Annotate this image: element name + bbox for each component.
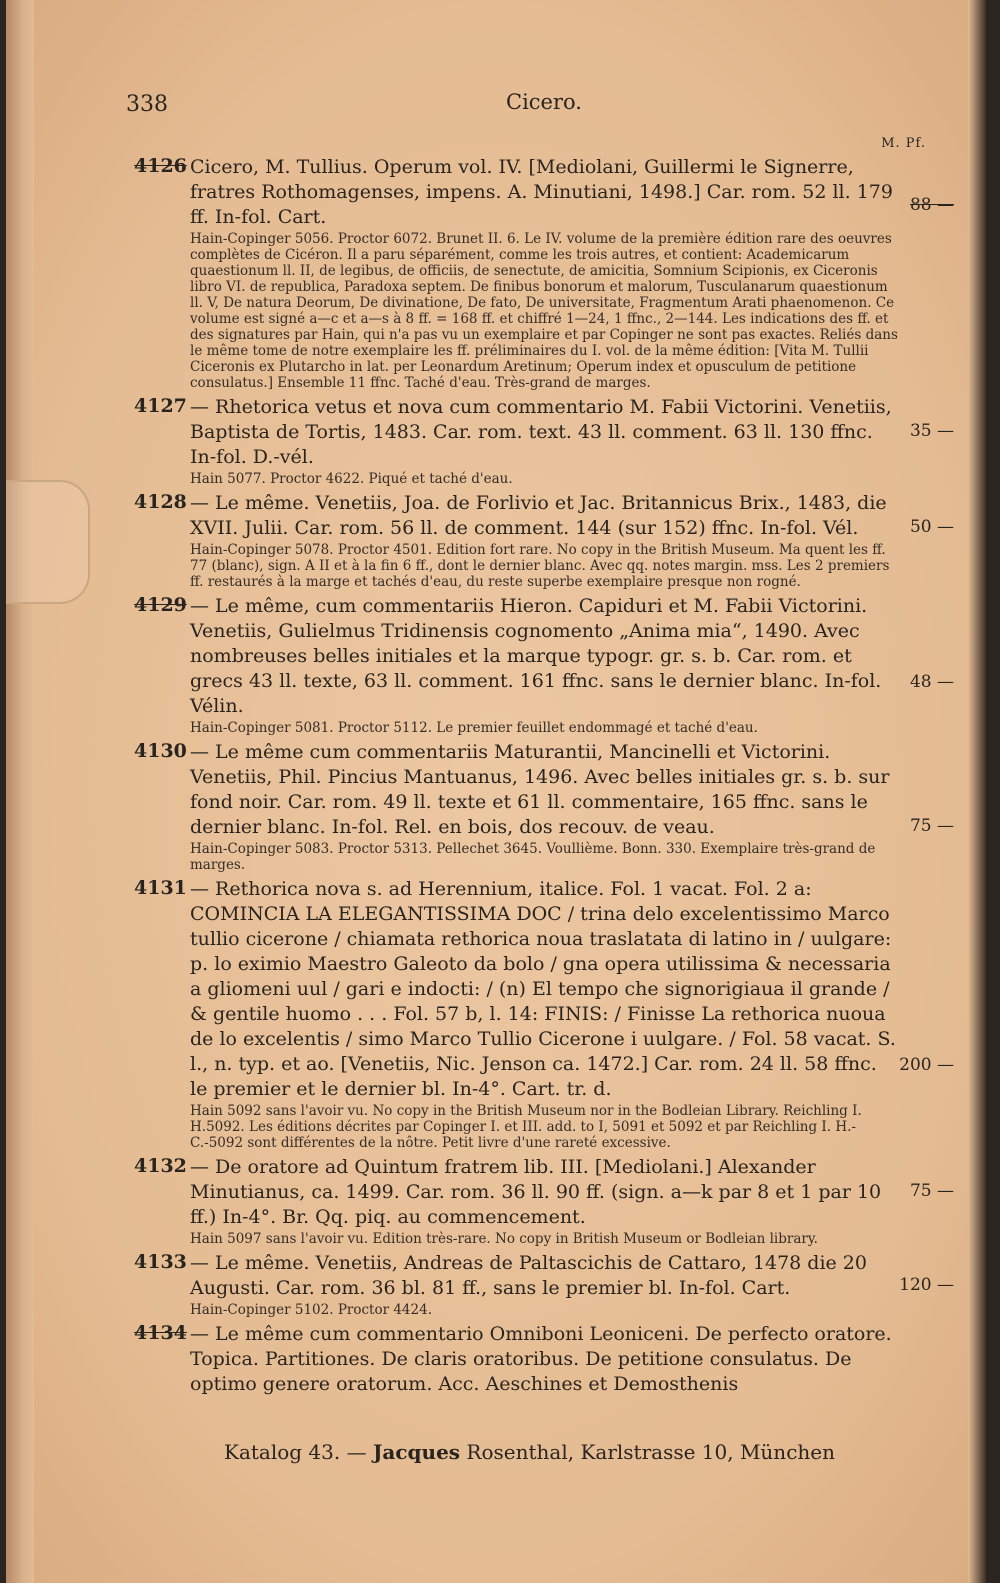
entry-text: Cicero, M. Tullius. Operum vol. IV. [Mediolani, Guillermi le Signerre, fratres Rothomagenses, impens. A. Minutiani, 1498.] Car. rom. 52 ll. 179 ff. In-fol. Cart. [190,156,893,228]
entry-number: 4133 [134,1251,187,1273]
entry-price: 35 — [909,421,954,441]
entry-number: 4130 [134,740,187,762]
catalog-entry [134,155,954,391]
catalog-label: Katalog 43. — [224,1440,367,1464]
running-title: Cicero. [506,90,582,114]
entry-price: 200 — [899,1055,954,1075]
entry-list [134,155,954,1401]
entry-number: 4129 [134,594,187,616]
entry-number: 4127 [134,395,187,417]
entry-number: 4134 [134,1322,187,1344]
entry-text: — Le même. Venetiis, Joa. de Forlivio et Jac. Britannicus Brix., 1483, die XVII. Julii. Car. rom. 56 ll. de comment. 144 (sur 152) ffnc. In-fol. Vél. [190,492,887,539]
catalog-entry [134,395,954,487]
page-header [126,90,926,151]
entry-text: — De oratore ad Quintum fratrem lib. III. [Mediolani.] Alexander Minutianus, ca. 1499. Car. rom. 36 ll. 90 ff. (sign. a—k par 8 et 1 par 10 ff.) In-4°. Br. Qq. piq. au commencement. [190,1156,882,1228]
dealer-address: Rosenthal, Karlstrasse 10, München [466,1440,835,1464]
entry-note: Hain-Copinger 5078. Proctor 4501. Edition fort rare. No copy in the British Museum. Ma quent les ff. 77 (blanc), sign. A II et à la fin 6 ff., dont le dernier blanc. Avec qq. notes margin. mss. Les 2 premiers ff. restaurés à la marge et tachés d'eau, du reste superbe exemplaire presque non rogné. [190,542,890,590]
entry-number: 4128 [134,491,187,513]
entry-note: Hain-Copinger 5081. Proctor 5112. Le premier feuillet endommagé et taché d'eau. [190,720,758,736]
entry-text: — Rethorica nova s. ad Herennium, italice. Fol. 1 vacat. Fol. 2 a: COMINCIA LA ELEGANTISSIMA DOC / trina delo excelentissimo Marco tullio cicerone / chiamata rethorica noua traslatata di latino in / uulgare: p. lo eximio Maestro Galeoto da bolo / gna opera utilissima & necessaria a gliomeni uul / gari e indocti: / (n) El tempo che signorigiaua il grande / & gentile huomo . . . Fol. 57 b, l. 14: FINIS: / Finisse La rethorica nuoua de lo excelentis / simo Marco Tullio Cicerone i uulgare. / Fol. 58 vacat. S. l., n. typ. et ao. [Venetiis, Nic. Jenson ca. 1472.] Car. rom. 24 ll. 58 ffnc. le premier et le dernier bl. In-4°. Cart. tr. d. [190,878,896,1100]
catalog-entry [134,1251,954,1318]
page-edge-shadow [968,0,986,1583]
entry-note: Hain-Copinger 5056. Proctor 6072. Brunet II. 6. Le IV. volume de la première édition rare des oeuvres complètes de Cicéron. Il a paru séparément, comme les trois autres, et contient: Academicarum quaestionum ll. II, de legibus, de officiis, de senectute, de amicitia, Somnium Scipionis, ex Ciceronis libro VI. de republica, Paradoxa septem. De finibus bonorum et malorum, Tusculanarum quaestionum ll. V, De natura Deorum, De divinatione, De fato, De universitate, Fragmentum Arati phaenomenon. Ce volume est signé a—c et a—s à 8 ff. = 168 ff. et chiffré 1—24, 1 ffnc., 2—144. Les indications des ff. et des signatures par Hain, qui n'a pas vu un exemplaire et par Copinger ne sont pas exactes. Reliés dans le même tome de notre exemplaire les ff. préliminaires du I. vol. de la même édition: [Vita M. Tullii Ciceronis ex Plutarcho in lat. per Leonardum Aretinum; Operum index et opusculum de petitione consulatus.] Ensemble 11 ffnc. Taché d'eau. Très-grand de marges. [190,231,898,391]
entry-number: 4131 [134,877,187,899]
entry-number: 4132 [134,1155,187,1177]
entry-note: Hain 5092 sans l'avoir vu. No copy in the British Museum nor in the Bodleian Library. Reichling I. H.5092. Les éditions décrites par Copinger I. et III. add. to I, 5091 et 5092 et par Reichling I. H.-C.-5092 sont différentes de la nôtre. Petit livre d'une rareté excessive. [190,1103,862,1151]
entry-price: 48 — [909,672,954,692]
entry-price: 75 — [909,816,954,836]
dealer-first-name: Jacques [372,1440,461,1464]
catalog-page [6,0,986,1583]
entry-price: 120 — [899,1275,954,1295]
entry-text: — Le même, cum commentariis Hieron. Capiduri et M. Fabii Victorini. Venetiis, Gulielmus Tridinensis cognomento „Anima mia“, 1490. Avec nombreuses belles initiales et la marque typogr. gr. s. b. Car. rom. et grecs 43 ll. texte, 63 ll. comment. 161 ffnc. sans le dernier blanc. In-fol. Vélin. [190,595,882,717]
entry-text: — Rhetorica vetus et nova cum commentario M. Fabii Victorini. Venetiis, Baptista de Tortis, 1483. Car. rom. text. 43 ll. comment. 63 ll. 130 ffnc. In-fol. D.-vél. [190,396,892,468]
catalog-entry [134,1322,899,1397]
page-number: 338 [126,92,168,117]
entry-price: 88 — [909,195,954,215]
entry-note: Hain 5077. Proctor 4622. Piqué et taché d'eau. [190,471,513,487]
catalog-entry [134,1155,954,1247]
entry-text: — Le même cum commentariis Maturantii, Mancinelli et Victorini. Venetiis, Phil. Pincius Mantuanus, 1496. Avec belles initiales gr. s. b. sur fond noir. Car. rom. 49 ll. texte et 61 ll. commentaire, 165 ffnc. sans le dernier blanc. In-fol. Rel. en bois, dos recouv. de veau. [190,741,890,838]
page-footer [224,1440,835,1464]
entry-note: Hain-Copinger 5083. Proctor 5313. Pellechet 3645. Voullième. Bonn. 330. Exemplaire très-grand de marges. [190,841,876,873]
entry-note: Hain-Copinger 5102. Proctor 4424. [190,1302,432,1318]
catalog-entry [134,740,954,873]
page-spine-shadow [6,0,34,1583]
catalog-entry [134,877,954,1151]
entry-text: — Le même cum commentario Omniboni Leoniceni. De perfecto oratore. Topica. Partitiones. De claris oratoribus. De petitione consulatus. De optimo genere oratorum. Acc. Aeschines et Demosthenis [190,1323,892,1395]
entry-number: 4126 [134,155,187,177]
catalog-entry [134,594,954,736]
entry-text: — Le même. Venetiis, Andreas de Paltascichis de Cattaro, 1478 die 20 Augusti. Car. rom. 36 bl. 81 ff., sans le premier bl. In-fol. Cart. [190,1252,867,1299]
entry-note: Hain 5097 sans l'avoir vu. Edition très-rare. No copy in British Museum or Bodleian library. [190,1231,818,1247]
catalog-entry [134,491,954,590]
binding-strap [6,480,90,604]
entry-price: 50 — [909,517,954,537]
entry-price: 75 — [909,1181,954,1201]
price-column-label: M. Pf. [881,136,926,151]
